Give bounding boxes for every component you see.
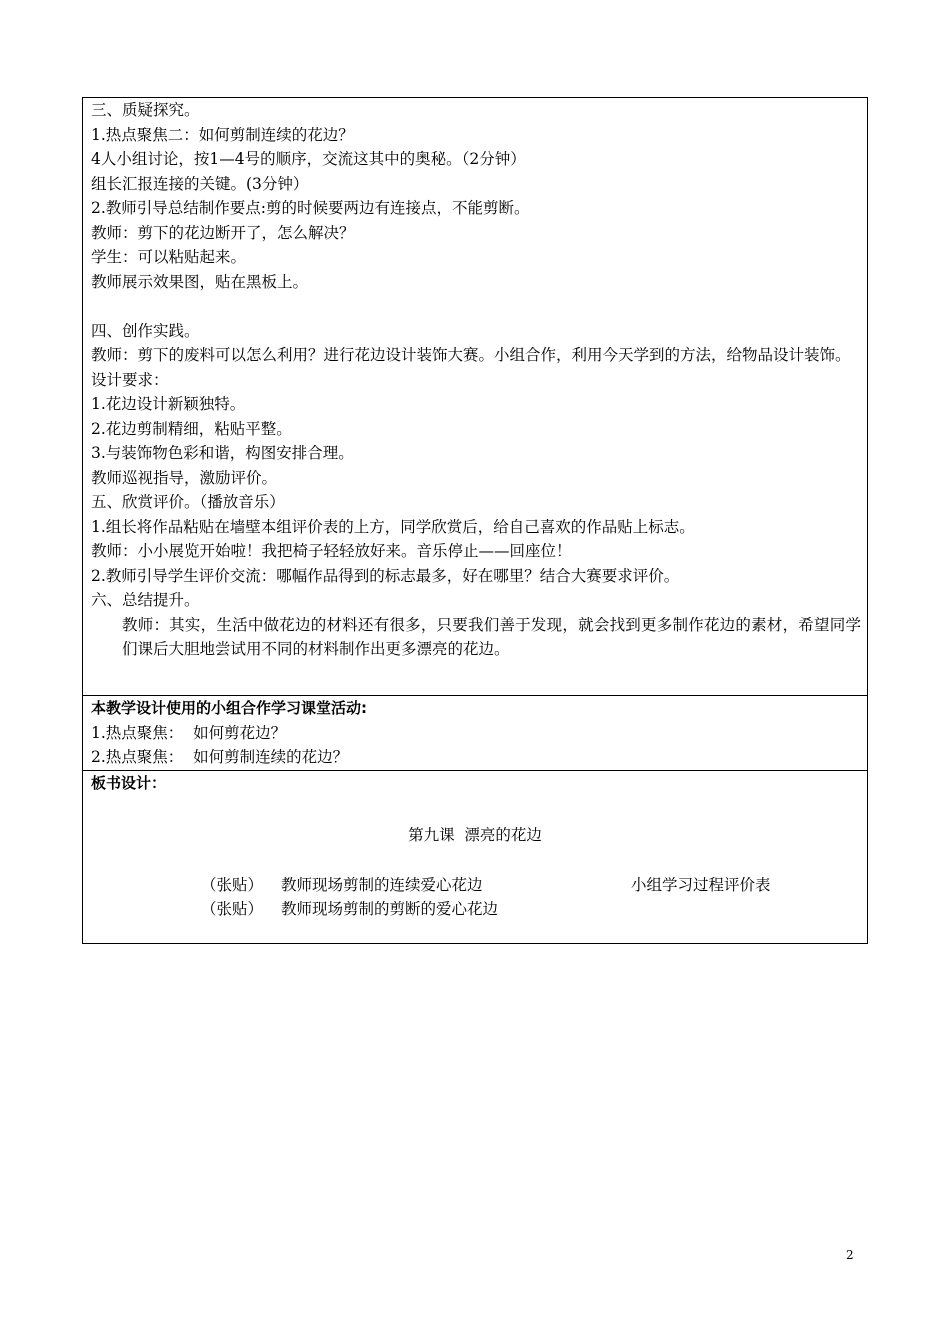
text-line: 4人小组讨论，按1—4号的顺序，交流这其中的奥秘。（2分钟）	[91, 150, 526, 168]
activity-item: 1.热点聚焦： 如何剪花边？	[91, 723, 287, 742]
text-line: 3.与装饰物色彩和谐，构图安排合理。	[91, 444, 354, 462]
text-line: 教师展示效果图，贴在黑板上。	[91, 272, 309, 291]
section-heading-6: 六、总结提升。	[91, 591, 200, 609]
text-line: 2.教师引导学生评价交流：哪幅作品得到的标志最多，好在哪里？结合大赛要求评价。	[91, 566, 680, 585]
board-row	[201, 873, 483, 895]
board-row-text: 教师现场剪制的连续爱心花边	[281, 876, 483, 894]
blackboard-design-cell	[83, 771, 867, 943]
text-line: 2.花边剪制精细，粘贴平整。	[91, 419, 292, 438]
board-evaluation-label: 小组学习过程评价表	[631, 876, 771, 894]
board-title: 第九课 漂亮的花边	[408, 826, 542, 844]
activity-heading: 本教学设计使用的小组合作学习课堂活动:	[91, 699, 368, 717]
board-row	[201, 897, 498, 919]
blank-line	[91, 294, 861, 319]
board-row-tag: （张贴）	[201, 876, 264, 894]
text-line: 1.组长将作品粘贴在墙壁本组评价表的上方，同学欣赏后，给自己喜欢的作品贴上标志。	[91, 517, 695, 536]
text-line: 组长汇报连接的关键。(3分钟）	[91, 174, 309, 193]
text-line: 教师：剪下的花边断开了，怎么解决？	[91, 223, 355, 242]
teaching-process-cell	[83, 98, 867, 696]
section-heading-4: 四、创作实践。	[91, 321, 200, 340]
text-line: 学生：可以粘贴起来。	[91, 248, 247, 266]
board-row-tag: （张贴）	[201, 900, 264, 918]
group-activity-cell	[83, 696, 867, 771]
activity-item: 2.热点聚焦： 如何剪制连续的花边？	[91, 748, 349, 766]
text-line: 设计要求：	[91, 370, 169, 389]
text-paragraph: 教师：其实，生活中做花边的材料还有很多，只要我们善于发现，就会找到更多制作花边的素材，希望同学们课后大胆地尝试用不同的材料制作出更多漂亮的花边。	[122, 615, 861, 658]
board-row-text: 教师现场剪制的剪断的爱心花边	[281, 900, 499, 918]
section-heading-5: 五、欣赏评价。（播放音乐）	[91, 493, 285, 511]
section-heading-3: 三、质疑探究。	[91, 101, 200, 119]
text-paragraph: 教师：剪下的废料可以怎么利用？进行花边设计装饰大赛。小组合作，利用今天学到的方法，给物品设计装饰。	[91, 346, 851, 364]
board-heading: 板书设计：	[91, 774, 167, 792]
text-line: 教师：小小展览开始啦！我把椅子轻轻放好来。音乐停止——回座位！	[91, 542, 572, 560]
text-line: 1.花边设计新颖独特。	[91, 395, 246, 413]
text-line: 1.热点聚焦二：如何剪制连续的花边？	[91, 125, 354, 144]
text-line: 2.教师引导总结制作要点:剪的时候要两边有连接点，不能剪断。	[91, 199, 530, 217]
page-number: 2	[846, 1248, 854, 1262]
lesson-plan-table	[82, 97, 868, 944]
text-line: 教师巡视指导，激励评价。	[91, 468, 278, 487]
